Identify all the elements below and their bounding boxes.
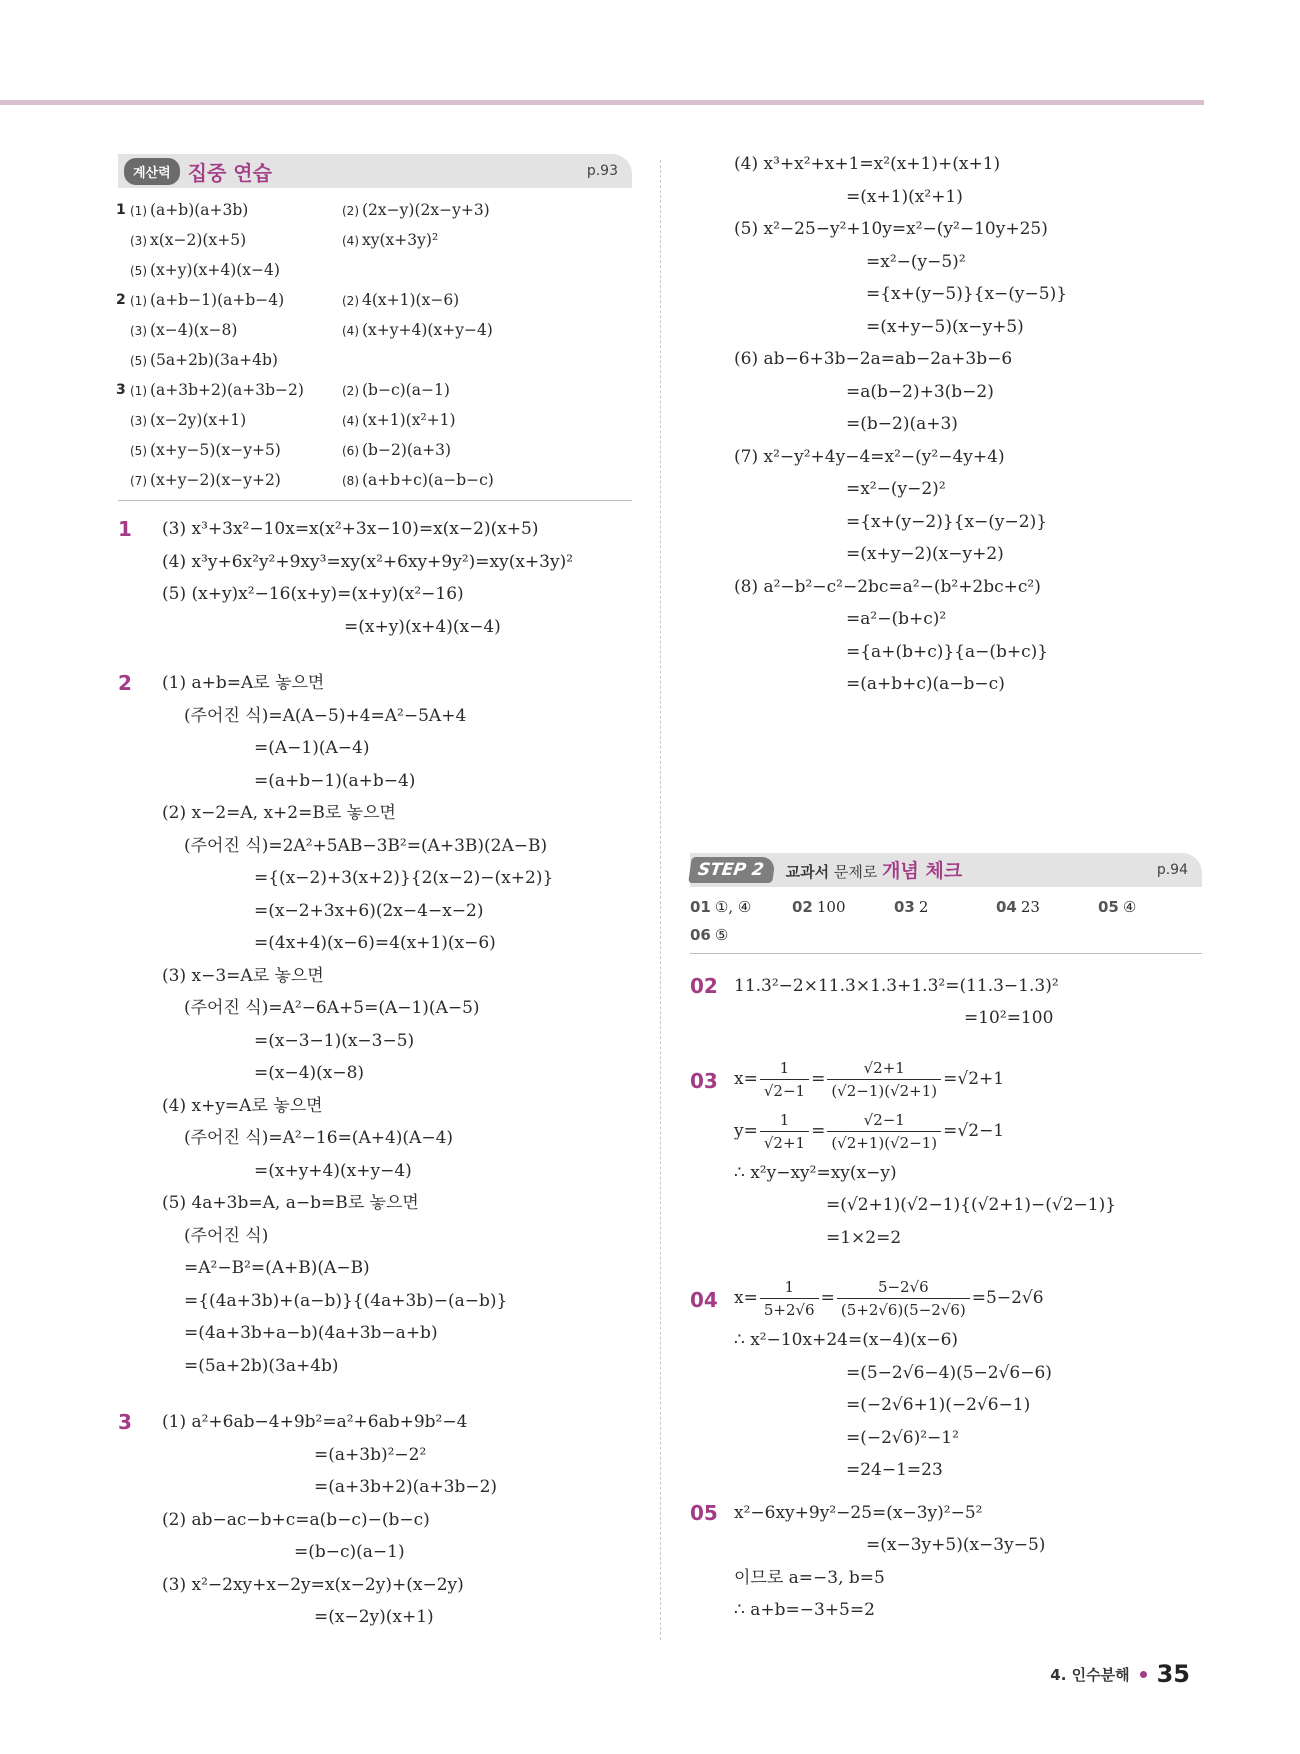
step2-badge: STEP 2	[688, 857, 775, 883]
solution-line: =(x−3−1)(x−3−5)	[254, 1030, 415, 1051]
solution-line: =(5a+2b)(3a+4b)	[184, 1355, 339, 1376]
y-rhs: =√2−1	[943, 1120, 1005, 1141]
answer-number	[116, 346, 130, 376]
answer-subnum: (3)	[130, 414, 147, 428]
answer-cell	[130, 406, 342, 436]
answer-cell	[342, 436, 632, 466]
answer-number: 04	[996, 897, 1017, 916]
solution-line: (주어진 식)=2A²+5AB−3B²=(A+3B)(2A−B)	[184, 835, 548, 856]
solution-line: x²−6xy+9y²−25=(x−3y)²−5²	[734, 1502, 983, 1523]
answer-cell	[342, 286, 632, 316]
answer-number: 3	[116, 382, 126, 398]
equals: =	[820, 1288, 835, 1308]
page-number: 35	[1156, 1660, 1190, 1688]
solution-line: =24−1=23	[846, 1460, 943, 1480]
section2-title	[786, 856, 963, 883]
solution-line	[734, 1105, 1202, 1157]
answer-value: x(x−2)(x+5)	[150, 231, 247, 249]
answer-cell	[342, 226, 632, 256]
solution-line: =(x−2+3x+6)(2x−4−x−2)	[254, 900, 484, 921]
fraction	[827, 1109, 941, 1154]
solution-line: (1) a+b=A로 놓으면	[162, 673, 325, 693]
solution-line: (3) x²−2xy+x−2y=x(x−2y)+(x−2y)	[162, 1574, 464, 1595]
solution-line: ∴ x²−10x+24=(x−4)(x−6)	[734, 1330, 959, 1350]
solution-line: =(x+y+4)(x+y−4)	[254, 1160, 412, 1181]
answer-value: 4(x+1)(x−6)	[362, 291, 460, 309]
section2-header	[690, 853, 1202, 887]
solution-line: ={a+(b+c)}{a−(b+c)}	[846, 641, 1049, 662]
solution-line: =(x−2y)(x+1)	[314, 1607, 434, 1627]
solution-line: =(x+y)(x+4)(x−4)	[344, 616, 501, 637]
solution-02	[690, 970, 1202, 1035]
answer-subnum: (1)	[130, 204, 147, 218]
answer-number	[116, 226, 130, 256]
solution-line: =(x−4)(x−8)	[254, 1063, 365, 1083]
answer-row	[118, 406, 632, 436]
answer-cell	[342, 466, 632, 496]
solution-line: 11.3²−2×11.3×1.3+1.3²=(11.3−1.3)²	[734, 975, 1059, 996]
equals: =	[811, 1120, 826, 1141]
frac-num: 5−2√6	[837, 1276, 970, 1299]
answer-cell	[1098, 893, 1200, 921]
section1-header	[118, 154, 632, 188]
solution-line: (4) x³y+6x²y²+9xy³=xy(x²+6xy+9y²)=xy(x+3y)²	[162, 551, 574, 572]
top-rule	[0, 100, 1204, 105]
answer-subnum: (2)	[342, 384, 359, 398]
right-top-solutions	[690, 148, 1202, 701]
answer-subnum: (8)	[342, 474, 359, 488]
answer-value: (a+b+c)(a−b−c)	[362, 471, 494, 489]
answer-number: 1	[116, 202, 126, 218]
answer-cell	[342, 376, 632, 406]
solution-line: (4) x+y=A로 놓으면	[162, 1095, 323, 1116]
answer-value: 23	[1020, 897, 1040, 916]
frac-den: (√2+1)(√2−1)	[831, 1133, 938, 1152]
solution-line: ={x+(y−5)}{x−(y−5)}	[866, 284, 1068, 304]
solution-line: (주어진 식)	[184, 1225, 269, 1246]
answer-subnum: (6)	[342, 444, 359, 458]
solution-line: =(a+b−1)(a+b−4)	[254, 770, 416, 791]
solution-2	[118, 667, 632, 1382]
answer-value: (x+y−5)(x−y+5)	[150, 441, 281, 459]
solution-number: 03	[690, 1068, 718, 1093]
section2-page-ref: p.94	[1156, 861, 1188, 878]
solution-number: 3	[118, 1410, 132, 1434]
answer-subnum: (3)	[130, 324, 147, 338]
solution-line: =a²−(b+c)²	[846, 609, 947, 629]
solution-line: (7) x²−y²+4y−4=x²−(y²−4y+4)	[734, 446, 1005, 467]
frac-num: √2+1	[827, 1057, 941, 1080]
section2-title-part2: 문제로	[829, 863, 883, 881]
solution-number: 1	[118, 517, 132, 541]
answer-cell	[894, 893, 996, 921]
section1-page-ref: p.93	[586, 163, 618, 179]
answer-subnum: (5)	[130, 354, 147, 368]
answer-subnum: (1)	[130, 384, 147, 398]
answer-row	[118, 376, 632, 406]
answer-subnum: (5)	[130, 264, 147, 278]
answer-value: (b−c)(a−1)	[362, 381, 450, 399]
answer-cell	[130, 436, 342, 466]
column-divider	[660, 160, 661, 1640]
right-column	[690, 154, 1202, 1627]
solution-line: =(x+1)(x²+1)	[846, 186, 963, 207]
answer-value: 2	[918, 897, 929, 916]
answer-value: ①, ④	[714, 897, 752, 916]
frac-den: (5+2√6)(5−2√6)	[840, 1301, 966, 1319]
solution-line: ∴ x²y−xy²=xy(x−y)	[734, 1162, 897, 1183]
solution-number: 02	[690, 973, 718, 998]
answer-value: (a+b−1)(a+b−4)	[150, 291, 285, 309]
solution-line: =(a+3b)²−2²	[314, 1444, 427, 1465]
solution-line: =(−2√6+1)(−2√6−1)	[846, 1395, 1031, 1415]
left-solutions	[118, 513, 632, 1634]
answer-value: (x+1)(x²+1)	[362, 411, 456, 429]
frac-den: (√2−1)(√2+1)	[831, 1081, 938, 1100]
solution-line: =(4x+4)(x−6)=4(x+1)(x−6)	[254, 933, 496, 953]
solution-line: =(a+3b+2)(a+3b−2)	[314, 1477, 498, 1497]
answer-row	[118, 286, 632, 316]
answer-number: 03	[894, 897, 915, 916]
answer-cell	[130, 226, 342, 256]
answer-cell	[130, 466, 342, 496]
answer-row	[118, 226, 632, 256]
solution-line: (3) x−3=A로 놓으면	[162, 965, 324, 986]
answer-subnum: (2)	[342, 294, 359, 308]
solution-line: (주어진 식)=A(A−5)+4=A²−5A+4	[184, 705, 467, 726]
section2-title-part1: 교과서	[785, 863, 830, 881]
answer-number: 02	[792, 897, 813, 916]
rhs: =5−2√6	[971, 1288, 1044, 1308]
solution-line: =(a+b+c)(a−b−c)	[846, 674, 1005, 694]
answer-row	[118, 196, 632, 226]
fraction	[837, 1276, 970, 1321]
solution-line: =(x−3y+5)(x−3y−5)	[866, 1535, 1046, 1555]
solution-line: =(−2√6)²−1²	[846, 1427, 959, 1448]
solution-line: =x²−(y−5)²	[866, 251, 966, 272]
page-footer	[1050, 1660, 1190, 1688]
solution-line: =1×2=2	[826, 1227, 902, 1248]
solution-line: ={(x−2)+3(x+2)}{2(x−2)−(x+2)}	[254, 868, 554, 888]
answer-value: (2x−y)(2x−y+3)	[362, 201, 490, 219]
solution-1	[118, 513, 632, 643]
answer-value: (x+y)(x+4)(x−4)	[150, 261, 280, 279]
frac-den: 5+2√6	[763, 1301, 815, 1319]
answer-cell	[996, 893, 1098, 921]
answer-value: ⑤	[714, 925, 729, 944]
answer-number: 05	[1098, 897, 1119, 916]
answer-subnum: (7)	[130, 474, 147, 488]
answer-subnum: (3)	[130, 234, 147, 248]
answer-cell	[690, 893, 792, 921]
solution-line	[734, 1053, 1202, 1105]
fraction	[827, 1057, 941, 1102]
answer-value: (b−2)(a+3)	[362, 441, 452, 459]
fraction	[760, 1109, 809, 1154]
answer-cell	[130, 376, 342, 406]
answer-number: 2	[116, 292, 126, 308]
solution-3	[118, 1406, 632, 1634]
frac-den: √2−1	[763, 1081, 806, 1100]
solution-line: ={(4a+3b)+(a−b)}{(4a+3b)−(a−b)}	[184, 1290, 508, 1311]
chapter-label: 4. 인수분해	[1050, 1665, 1130, 1684]
footer-dot	[1140, 1671, 1147, 1678]
answer-cell	[690, 921, 792, 949]
answer-cell	[342, 406, 632, 436]
fraction	[760, 1057, 809, 1102]
solution-line: ∴ a+b=−3+5=2	[734, 1600, 875, 1620]
solution-number: 05	[690, 1500, 718, 1525]
answer-cell	[130, 286, 342, 316]
solution-05	[690, 1497, 1202, 1627]
answer-cell	[130, 316, 342, 346]
answer-row	[118, 256, 632, 286]
solution-line: (6) ab−6+3b−2a=ab−2a+3b−6	[734, 349, 1013, 369]
solution-line: (2) ab−ac−b+c=a(b−c)−(b−c)	[162, 1509, 430, 1530]
solution-line: =(x+y−2)(x−y+2)	[846, 544, 1004, 564]
solution-line: (2) x−2=A, x+2=B로 놓으면	[162, 803, 396, 823]
section2-title-part3: 개념 체크	[882, 860, 963, 882]
answer-number: 06	[690, 925, 711, 944]
answer-subnum: (4)	[342, 414, 359, 428]
solution-04	[690, 1272, 1202, 1487]
answer-value: 100	[816, 897, 846, 916]
solution-line: ={x+(y−2)}{x−(y−2)}	[846, 511, 1048, 532]
answer-number	[116, 466, 130, 496]
answer-value: (x+y+4)(x+y−4)	[362, 321, 493, 339]
answer-cell	[130, 346, 342, 376]
answer-subnum: (1)	[130, 294, 147, 308]
solution-line: =a(b−2)+3(b−2)	[846, 381, 994, 402]
solution-number: 04	[690, 1288, 718, 1312]
frac-num: 1	[760, 1109, 809, 1132]
answer-number	[116, 316, 130, 346]
answer-grid-2	[690, 893, 1202, 954]
solution-line: =A²−B²=(A+B)(A−B)	[184, 1258, 370, 1278]
answer-value: (x−4)(x−8)	[150, 321, 238, 339]
solution-line: (4) x³+x²+x+1=x²(x+1)+(x+1)	[734, 154, 1001, 174]
solution-line: =(A−1)(A−4)	[254, 738, 370, 758]
left-column	[118, 154, 632, 1634]
answer-number	[116, 256, 130, 286]
fraction	[760, 1276, 819, 1321]
solution-line: =(b−2)(a+3)	[846, 414, 958, 434]
answer-cell	[130, 256, 342, 286]
answer-row	[118, 316, 632, 346]
solution-line: (5) (x+y)x²−16(x+y)=(x+y)(x²−16)	[162, 584, 464, 604]
answer-value: xy(x+3y)²	[362, 231, 439, 249]
solution-line: =(x+y−5)(x−y+5)	[866, 316, 1024, 337]
solution-line: =(√2+1)(√2−1){(√2+1)−(√2−1)}	[826, 1195, 1117, 1215]
answer-subnum: (4)	[342, 234, 359, 248]
solution-line: (1) a²+6ab−4+9b²=a²+6ab+9b²−4	[162, 1412, 468, 1432]
x-lhs: x=	[734, 1288, 758, 1308]
answer-value: (a+b)(a+3b)	[150, 201, 249, 219]
answer-row	[118, 466, 632, 496]
frac-num: 1	[760, 1057, 809, 1080]
y-lhs: y=	[734, 1120, 758, 1141]
solution-line: =x²−(y−2)²	[846, 479, 946, 499]
solution-line: 이므로 a=−3, b=5	[734, 1567, 885, 1588]
solution-line	[734, 1272, 1202, 1324]
x-lhs: x=	[734, 1068, 758, 1089]
solution-line: (3) x³+3x²−10x=x(x²+3x−10)=x(x−2)(x+5)	[162, 519, 539, 539]
answer-number	[116, 436, 130, 466]
answer-value: (x−2y)(x+1)	[150, 411, 247, 429]
answer-value: (5a+2b)(3a+4b)	[150, 351, 278, 369]
answer-value: ④	[1122, 897, 1137, 916]
solution-line: (5) x²−25−y²+10y=x²−(y²−10y+25)	[734, 219, 1048, 239]
solution-03	[690, 1053, 1202, 1255]
answer-cell	[130, 196, 342, 226]
answer-number: 01	[690, 897, 711, 916]
section1-title: 집중 연습	[187, 160, 272, 185]
frac-num: √2−1	[827, 1109, 941, 1132]
answer-row	[118, 346, 632, 376]
answer-number	[116, 406, 130, 436]
solution-line: (8) a²−b²−c²−2bc=a²−(b²+2bc+c²)	[734, 576, 1041, 597]
frac-den: √2+1	[763, 1133, 806, 1152]
solution-line: =(b−c)(a−1)	[294, 1542, 405, 1562]
answer-row	[118, 436, 632, 466]
solution-line: (주어진 식)=A²−16=(A+4)(A−4)	[184, 1128, 454, 1148]
solution-line: =(4a+3b+a−b)(4a+3b−a+b)	[184, 1323, 438, 1343]
solution-number: 2	[118, 671, 132, 695]
solution-line: (5) 4a+3b=A, a−b=B로 놓으면	[162, 1193, 419, 1213]
x-rhs: =√2+1	[943, 1068, 1005, 1089]
solution-line: =10²=100	[964, 1008, 1054, 1028]
frac-num: 1	[760, 1276, 819, 1299]
equals: =	[811, 1068, 826, 1089]
answer-cell	[342, 196, 632, 226]
solution-line: (주어진 식)=A²−6A+5=(A−1)(A−5)	[184, 998, 480, 1018]
answer-value: (a+3b+2)(a+3b−2)	[150, 381, 304, 399]
answer-subnum: (4)	[342, 324, 359, 338]
answer-cell	[342, 316, 632, 346]
answer-subnum: (2)	[342, 204, 359, 218]
answer-subnum: (5)	[130, 444, 147, 458]
section1-badge: 계산력	[124, 158, 180, 185]
answer-cell	[792, 893, 894, 921]
answer-value: (x+y−2)(x−y+2)	[150, 471, 281, 489]
answer-grid-1	[118, 196, 632, 501]
solution-line: =(5−2√6−4)(5−2√6−6)	[846, 1362, 1052, 1383]
